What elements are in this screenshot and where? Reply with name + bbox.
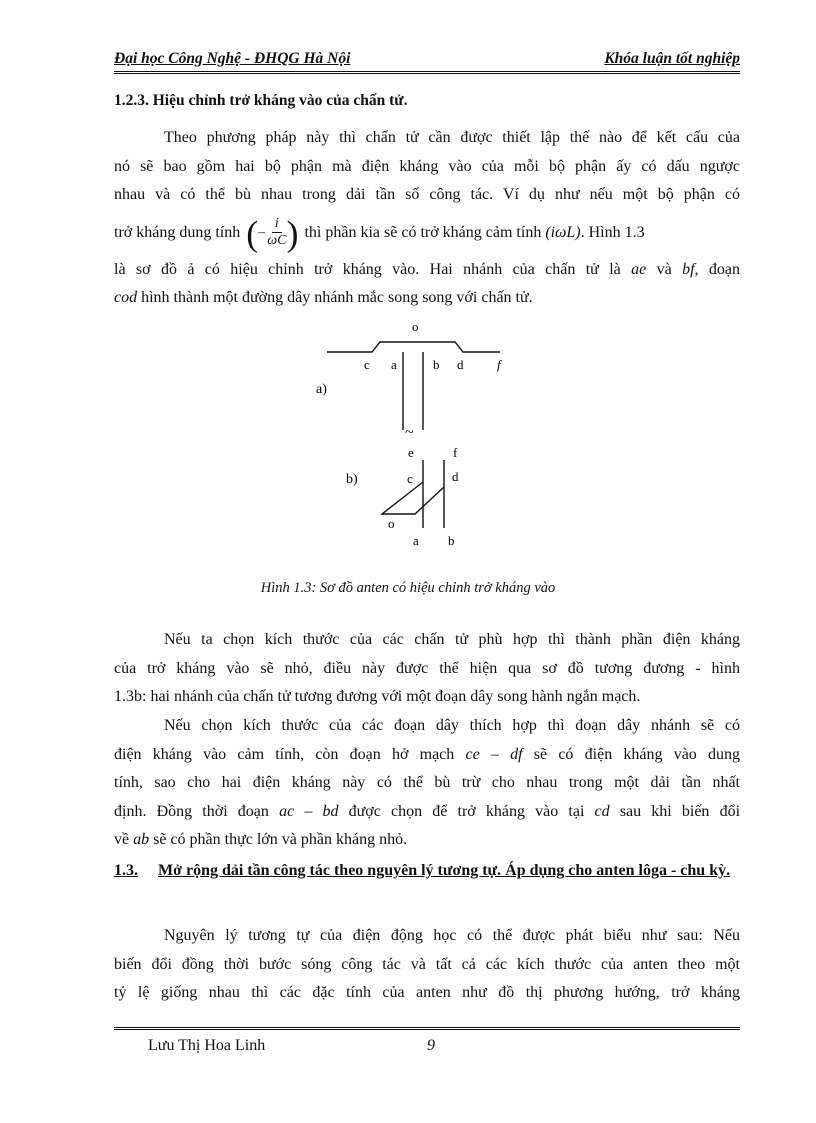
figure-caption: Hình 1.3: Sơ đồ anten có hiệu chỉnh trở kháng vào [260,580,556,596]
section-heading-1-2-3: 1.2.3. Hiệu chỉnh trở kháng vào của chấn tử. [114,92,408,109]
p3-line-3: tính, sao cho hai điện kháng này có thể bù trừ cho nhau trong một dải tần nhất [114,774,740,791]
point-a-b: b [433,357,440,372]
paragraph-3 [114,712,740,855]
p1-line-4-text-c: . Hình 1.3 [580,223,645,241]
feed-source-symbol: ~ [405,424,414,441]
p3-line-2-text-a: điện kháng vào cảm tính, còn đoạn hở mạch [114,745,455,763]
point-b-e: e [408,445,414,460]
p2-line-2: của trở kháng vào sẽ nhỏ, điều này được thể hiện qua sơ đồ tương đương - hình [114,659,740,677]
point-b-d: d [452,469,459,484]
p3-line-4 [114,798,740,827]
p1-line-3: nhau và có thể bù nhau trong dải tần số công tác. Ví dụ như nếu một bộ phận có [114,186,740,203]
p1-line-1: Theo phương pháp này thì chấn tử cần được thiết lập thế nào để kết cấu của [164,129,740,146]
header-thesis-type: Khóa luận tốt nghiệp [604,50,740,67]
p4-line-1: Nguyên lý tương tự của điện động học có thể được phát biểu như sau: Nếu [164,927,740,944]
header-university: Đại học Công Nghệ - ĐHQG Hà Nội [114,50,351,67]
page-header [114,50,740,72]
p3-cd: cd [594,802,610,820]
p1-line-4-text-a: trở kháng dung tính [114,223,241,241]
p3-line-5 [114,826,740,855]
paragraph-1 [114,124,740,313]
shorted-stub-b [382,482,444,514]
dipole-feedline-a [327,342,500,352]
p3-ab: ab [133,831,150,848]
p1-line-5 [114,256,740,285]
formula-numerator: i [272,216,282,233]
section-number-1-3: 1.3. [114,862,138,879]
footer-rule [114,1027,740,1030]
p1-line-6 [114,284,740,313]
p2-line-3: 1.3b: hai nhánh của chấn tử tương đương với một đoạn dây song hành ngắn mạch. [114,688,641,705]
paragraph-2 [114,626,740,712]
diagram-label-b: b) [346,472,358,487]
point-b-a: a [413,533,419,548]
p1-line-4-text-b: thì phần kia sẽ có trở kháng cảm tính [304,223,542,241]
header-rule [114,71,740,74]
inductive-formula: (iωL) [545,223,581,241]
point-a-f: f [497,357,501,372]
p3-ac-bd: ac – bd [279,802,339,820]
p1-line-2: nó sẽ bao gồm hai bộ phận mà điện kháng vào của mỗi bộ phận ấy có dấu ngược [114,157,740,175]
point-b-b: b [448,533,455,548]
p4-line-3: tỷ lệ giống nhau thì các đặc tính của anten như đồ thị phương hướng, trở kháng [114,984,740,1001]
p2-line-1: Nếu ta chọn kích thước của các chấn tử phù hợp thì thành phần điện kháng [164,631,740,648]
p1-bf: bf, [682,260,699,278]
point-b-f: f [453,445,458,460]
p3-line-2-text-b: sẽ có điện kháng vào dung [533,745,741,763]
point-b-o: o [388,516,395,531]
p1-line-5-text-b: đoạn [708,260,741,278]
point-a-c: c [364,357,370,372]
section-title-1-3: Mở rộng dải tần công tác theo nguyên lý tương tự. Áp dụng cho anten lôga - chu kỳ. [158,862,731,879]
p4-line-2: biến đổi đồng thời bước sóng công tác và tất cả các kích thước của anten theo một [114,955,740,973]
point-b-c: c [407,471,413,486]
point-a-a: a [391,357,397,372]
p1-cod: cod [114,289,138,306]
p1-ae: ae [631,260,647,278]
capacitive-formula: (– $\frac{i}{\omega C}$ ) [246,212,299,253]
p3-line-5-text-a: về [114,831,130,848]
p1-line-6-text: hình thành một đường dây nhánh mắc song song với chấn tử. [141,289,533,306]
p3-line-2 [114,741,740,770]
p3-line-5-text-b: sẽ có phần thực lớn và phần kháng nhỏ. [153,831,408,848]
antenna-diagram [300,315,530,555]
point-a-o: o [412,319,419,334]
page-number: 9 [427,1037,435,1054]
formula-denominator: ωC [267,233,287,249]
p1-and: và [656,260,672,278]
paragraph-4 [114,922,740,1008]
p3-line-4-text-c: sau khi biến đổi [619,802,741,820]
p3-ce-df: ce – df [465,745,523,763]
p1-line-4 [114,210,740,256]
p3-line-1: Nếu chọn kích thước của các đoạn dây thích hợp thì đoạn dây nhánh sẽ có [164,717,740,734]
point-a-d: d [457,357,464,372]
p1-line-5-text-a: là sơ đồ ả có hiệu chỉnh trở kháng vào. Hai nhánh của chấn tử là [114,260,621,278]
p3-line-4-text-b: được chọn để trở kháng vào tại [348,802,585,820]
footer-author: Lưu Thị Hoa Linh [148,1037,266,1054]
p3-line-4-text-a: định. Đồng thời đoạn [114,802,269,820]
diagram-label-a: a) [316,382,327,397]
